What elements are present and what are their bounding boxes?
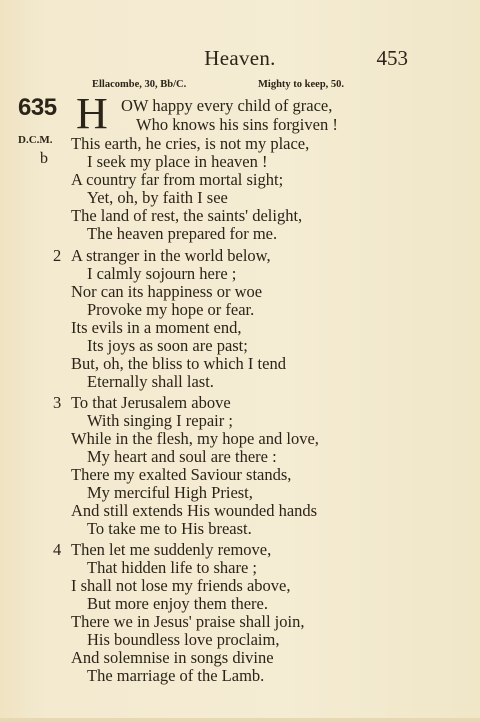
verse-line: And solemnise in songs divine <box>71 648 274 667</box>
verse-number: 3 <box>53 393 62 412</box>
verse-line: With singing I repair ; <box>87 411 233 430</box>
page-edge <box>0 718 480 722</box>
verse-line: A stranger in the world below, <box>71 246 271 265</box>
verse-line: While in the flesh, my hope and love, <box>71 429 319 448</box>
page-title: Heaven. <box>204 46 276 70</box>
verse-line: OW happy every child of grace, <box>121 96 333 115</box>
verse-line: There my exalted Saviour stands, <box>71 465 292 484</box>
verse-line: The heaven prepared for me. <box>87 224 278 243</box>
verse-line: My heart and soul are there : <box>87 447 277 466</box>
verse-line: I calmly sojourn here ; <box>87 264 237 283</box>
verse-line: I seek my place in heaven ! <box>87 152 268 171</box>
hymn-number: 635 <box>18 94 57 121</box>
verse-line: But more enjoy them there. <box>87 594 268 613</box>
verse-line: The marriage of the Lamb. <box>87 666 265 685</box>
verse-line: This earth, he cries, is not my place, <box>71 134 310 153</box>
verse-line: His boundless love proclaim, <box>87 630 280 649</box>
verse-line: To take me to His breast. <box>87 519 252 538</box>
verse-line: But, oh, the bliss to which I tend <box>71 354 286 373</box>
verse-line: That hidden life to share ; <box>87 558 257 577</box>
verse-line: The land of rest, the saints' delight, <box>71 206 303 225</box>
verse-number: 4 <box>53 540 62 559</box>
verse-line: Provoke my hope or fear. <box>87 300 255 319</box>
verse-line: To that Jerusalem above <box>71 393 231 412</box>
verse-line: Its joys as soon are past; <box>87 336 248 355</box>
verse-number: 2 <box>53 246 62 265</box>
verse-line: Who knows his sins forgiven ! <box>136 115 338 134</box>
verse-line: Eternally shall last. <box>87 372 214 391</box>
verse-line: Nor can its happiness or woe <box>71 282 263 301</box>
tune-name: Ellacombe, 30, Bb/C. <box>92 79 187 90</box>
verse-line: Then let me suddenly remove, <box>71 540 272 559</box>
meter-label: D.C.M. <box>18 134 53 146</box>
verse-line: There we in Jesus' praise shall join, <box>71 612 305 631</box>
verse-line: I shall not lose my friends above, <box>71 576 291 595</box>
verse-line: My merciful High Priest, <box>87 483 253 502</box>
verse-line: Its evils in a moment end, <box>71 318 242 337</box>
verse-line: A country far from mortal sight; <box>71 170 284 189</box>
verse-line: And still extends His wounded hands <box>71 501 318 520</box>
key-label: b <box>40 150 48 167</box>
page-number: 453 <box>376 46 408 70</box>
drop-cap: H <box>76 89 108 138</box>
verse-line: Yet, oh, by faith I see <box>87 188 228 207</box>
tune-alt-name: Mighty to keep, 50. <box>258 79 345 90</box>
